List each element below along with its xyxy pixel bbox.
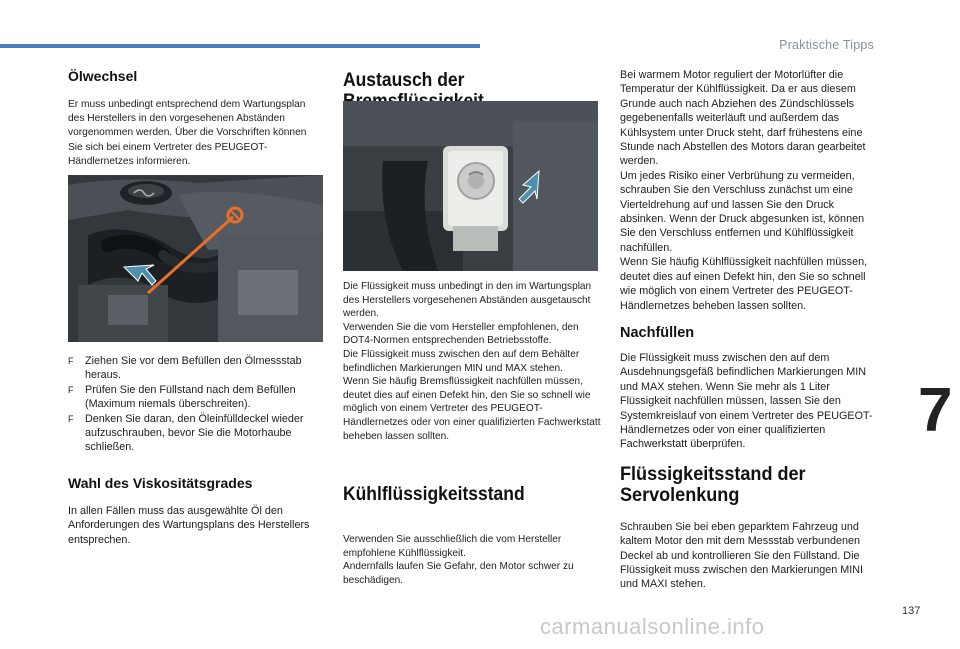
- brake-fluid-title: Austausch der: [343, 70, 465, 91]
- bullet-marker: F: [68, 356, 74, 366]
- watermark: carmanualsonline.info: [540, 614, 765, 639]
- power-steering-title-line1: Flüssigkeitsstand der: [620, 463, 806, 485]
- brake-fluid-text-block: [343, 280, 603, 443]
- coolant-level-text: Verwenden Sie ausschließlich die vom Hersteller empfohlene Kühlflüssigkeit. Andernfalls laufen Sie Gefahr, den Motor schwer zu beschädigen.: [343, 534, 574, 586]
- oil-change-intro: Er muss unbedingt entsprechend dem Wartungsplan des Herstellers in den vorgesehenen Abständen vorgenommen werden. Über die Vorschriften können Sie sich bei einem Vertreter des PEUGEOT-Händlernetzes informieren.: [68, 99, 307, 167]
- bullet-marker: F: [68, 413, 74, 424]
- bullet-item: [68, 354, 323, 383]
- refill-title: Nachfüllen: [620, 324, 695, 341]
- section-label: Praktische Tipps: [779, 38, 874, 52]
- brake-fluid-photo: [343, 101, 598, 271]
- bullet-marker: F: [68, 384, 74, 395]
- power-steering-text: Schrauben Sie bei eben geparktem Fahrzeug und kaltem Motor den mit dem Messstab verbundenen Deckel ab und kontrollieren Sie den Füllstand. Die Flüssigkeit muss zwischen den Markierungen MINI und MAXI stehen.: [620, 520, 864, 591]
- chapter-number: 7: [918, 376, 953, 445]
- coolant-warning-text: Bei warmem Motor reguliert der Motorlüfter die Temperatur der Kühlflüssigkeit. Da er aus diesem Grunde auch nach Abziehen des Zündschlüssels gegebenenfalls weiterläuft und außerdem das Kühlsystem unter Druck steht, darf frühestens eine Stunde nach Abstellen des Motors daran gearbeitet werden. Um jedes Risiko einer Verbrühung zu vermeiden, schrauben Sie den Verschluss zunächst um eine Vierteldrehung auf und lassen Sie den Druck absinken. Wenn der Druck abgesunken ist, können Sie den Verschluss entfernen und Kühlflüssigkeit nachfüllen. Wenn Sie häufig Kühlflüssigkeit nachfüllen müssen, deutet dies auf einen Defekt hin, den Sie so schnell wie möglich von einem Vertreter des PEUGEOT-Händlernetzes beheben lassen sollten.: [620, 69, 868, 312]
- column-oil-change: [68, 68, 323, 169]
- viscosity-title: Wahl des Viskositätsgrades: [68, 475, 253, 491]
- bullet-text: Prüfen Sie den Füllstand nach dem Befüllen (Maximum niemals überschreiten).: [85, 383, 296, 411]
- power-steering-title: [620, 464, 869, 506]
- viscosity-text: In allen Fällen muss das ausgewählte Öl den Anforderungen des Wartungsplans des Herstellers entsprechen.: [68, 505, 310, 546]
- brake-fluid-text: Die Flüssigkeit muss unbedingt in den im Wartungsplan des Herstellers vorgesehenen Abständen ausgetauscht werden. Verwenden Sie die vom Hersteller empfohlenen, den DOT4-Normen entsprechenden Betriebsstoffe. Die Flüssigkeit muss zwischen den auf dem Behälter befindlichen Markierungen MIN und MAX stehen. Wenn Sie häufig Bremsflüssigkeit nachfüllen müssen, deutet dies auf einen Defekt hin, den Sie so schnell wie möglich von einem Vertreter des PEUGEOT-Händlernetzes oder von einer qualifizierten Fachwerkstatt beheben lassen sollten.: [343, 281, 601, 442]
- oil-bullet-list: [68, 354, 323, 455]
- header-accent-bar: [0, 44, 480, 48]
- bullet-item: [68, 383, 323, 412]
- brake-fluid-illustration: [343, 101, 598, 271]
- bullet-text: Denken Sie daran, den Öleinfülldeckel wieder aufzuschrauben, bevor Sie die Motorhaube schließen.: [85, 412, 304, 454]
- refill-text: Die Flüssigkeit muss zwischen den auf dem Ausdehnungsgefäß befindlichen Markierungen MIN und MAX stehen. Wenn Sie mehr als 1 Liter Flüssigkeit nachfüllen müssen, lassen Sie den Systemkreislauf von einem Vertreter des PEUGEOT-Händlernetzes oder von einer qualifizierten Fachwerkstatt überprüfen.: [620, 351, 873, 451]
- column-coolant: [620, 68, 882, 592]
- power-steering-title-line2: Servolenkung: [620, 484, 740, 506]
- engine-oil-illustration: [68, 175, 323, 342]
- coolant-level-section: [343, 484, 603, 587]
- coolant-level-title: Kühlflüssigkeitsstand: [343, 484, 525, 505]
- bullet-text: Ziehen Sie vor dem Befüllen den Ölmessstab heraus.: [85, 355, 302, 382]
- viscosity-section: [68, 475, 323, 547]
- oil-change-title: Ölwechsel: [68, 68, 138, 84]
- bullet-item: [68, 412, 323, 455]
- page-number: 137: [902, 605, 921, 617]
- engine-oil-photo: [68, 175, 323, 342]
